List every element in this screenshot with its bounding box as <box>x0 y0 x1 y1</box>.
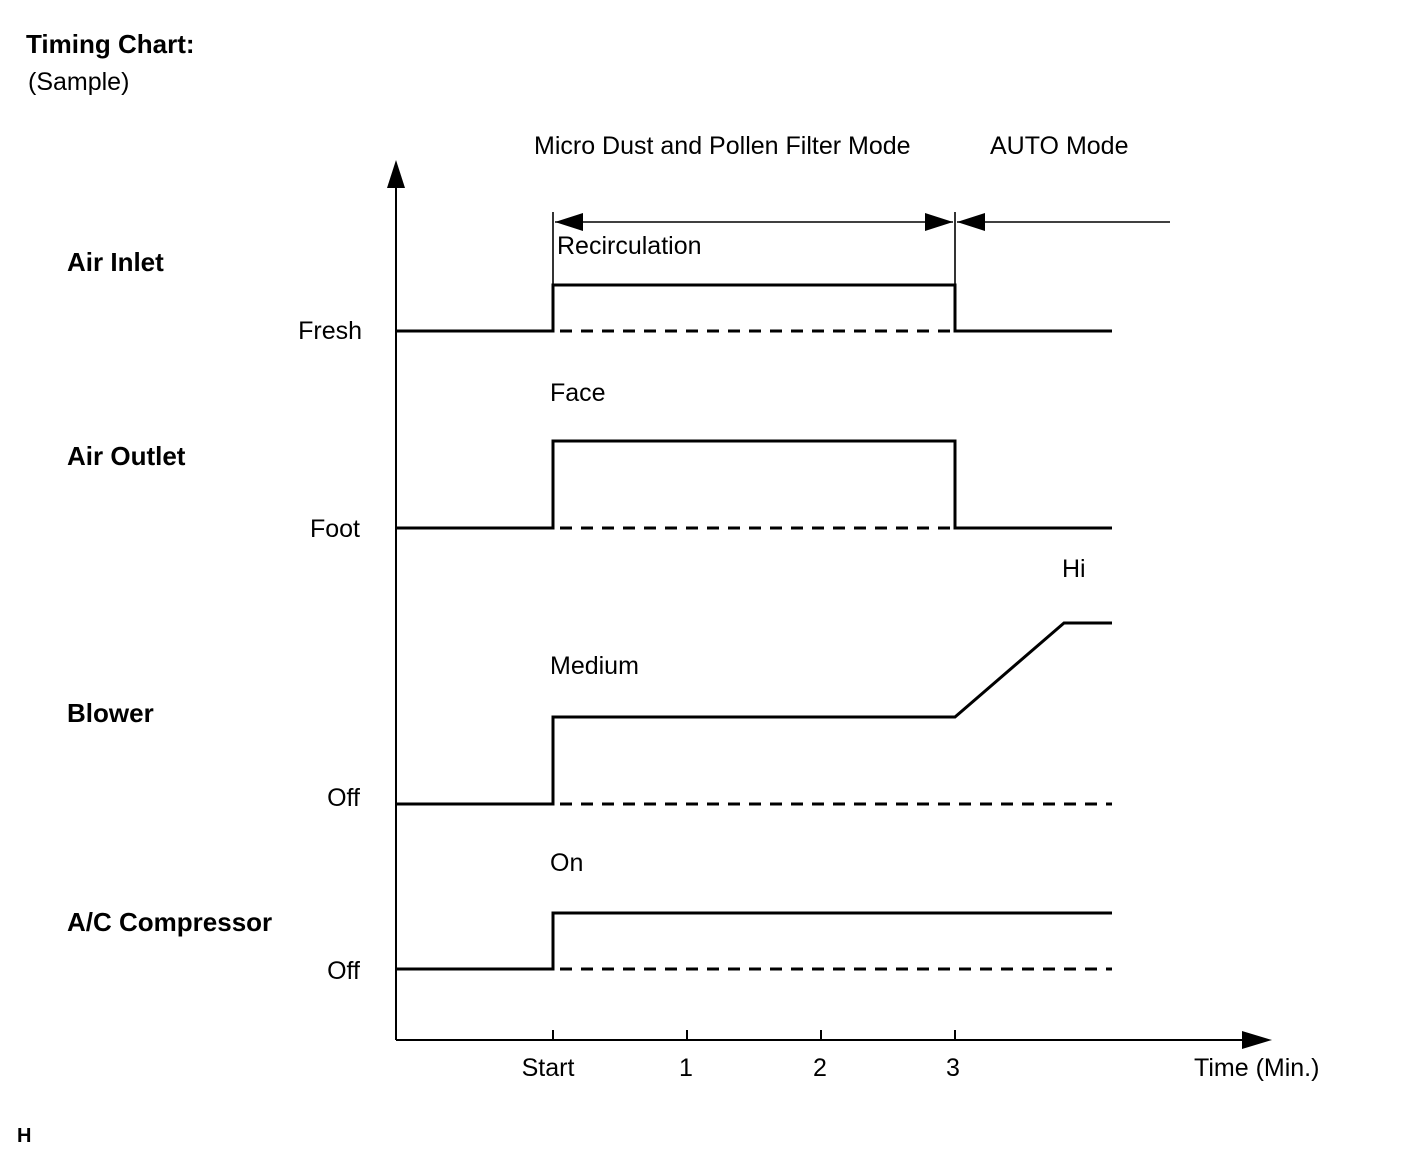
row-label-blower: Blower <box>67 698 154 728</box>
blower-signal <box>396 623 1112 804</box>
corner-mark: H <box>17 1125 32 1147</box>
chart-subtitle: (Sample) <box>28 68 130 96</box>
row-label-ac-compressor: A/C Compressor <box>67 907 273 937</box>
y-axis-arrowhead <box>387 160 405 188</box>
x-tick-label-2: 2 <box>813 1054 827 1082</box>
auto-mode-label: AUTO Mode <box>990 132 1129 160</box>
auto-mode-arrowhead <box>957 213 985 231</box>
row-label-air-inlet: Air Inlet <box>67 247 164 277</box>
x-axis-label: Time (Min.) <box>1194 1054 1320 1082</box>
x-tick-label-3: 3 <box>946 1054 960 1082</box>
air-inlet-signal <box>396 285 1112 331</box>
row-label-air-outlet: Air Outlet <box>67 441 186 471</box>
air-inlet-high-label: Recirculation <box>557 232 702 260</box>
blower-low-label: Off <box>327 784 360 812</box>
ac-compressor-low-label: Off <box>327 957 360 985</box>
blower-high-label: Hi <box>1062 555 1086 583</box>
ac-compressor-signal <box>396 913 1112 969</box>
blower-mid-label: Medium <box>550 652 639 680</box>
ac-compressor-high-label: On <box>550 849 584 877</box>
air-inlet-low-label: Fresh <box>298 317 362 345</box>
air-outlet-signal <box>396 441 1112 528</box>
filter-mode-right-arrowhead <box>925 213 953 231</box>
air-outlet-low-label: Foot <box>309 515 360 543</box>
filter-mode-label: Micro Dust and Pollen Filter Mode <box>534 132 911 160</box>
chart-title: Timing Chart: <box>26 29 195 59</box>
x-tick-label-1: 1 <box>679 1054 693 1082</box>
filter-mode-left-arrowhead <box>555 213 583 231</box>
air-outlet-high-label: Face <box>550 379 606 407</box>
x-axis-arrowhead <box>1242 1031 1272 1049</box>
x-tick-label-start: Start <box>521 1054 575 1082</box>
